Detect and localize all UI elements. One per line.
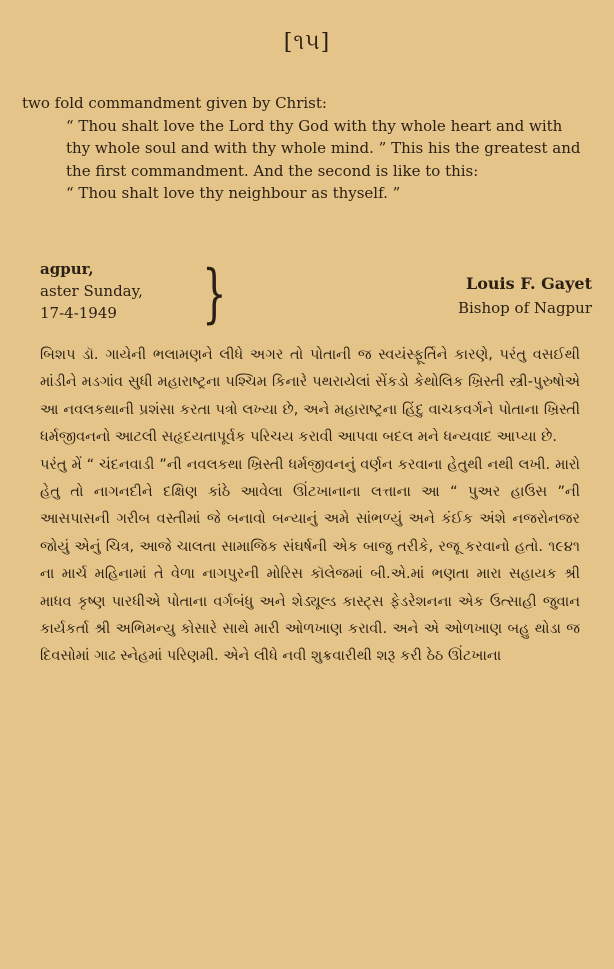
signature-place: agpur, <box>40 260 94 278</box>
gujarati-paragraph-2: પરંતુ મેં “ ચંદનવાડી ”ની નવલકથા ખ્રિસ્તી ધર્મજીવનનું વર્ણન કરવાના હેતુથી નથી લખી. મારો હેતુ તો નાગનદીને દક્ષિણ કાંઠે આવેલા ઊંટખાનાના લત્તાના આ “ પુઅર હાઉસ ”ની આસપાસની ગરીબ વસ્તીમાં જે બનાવો બન્યાનું અમે સાંભળ્યું અને કંઈક અંશે નજરોનજર જોયું એનું ચિત્ર, આજે ચાલતા સામાજિક સંઘર્ષની એક બાજુ તરીકે, રજૂ કરવાનો હતો. ૧૯૪૧ ના માર્ચ મહિનામાં તે વેળા નાગપુરની મોરિસ કૉલેજમાં બી.એ.માં ભણતા મારા સહાયક શ્રી માધવ કૃષ્ણ પારધીએ પોતાના વર્ગબંધુ અને શેડ્યૂલ્ડ કાસ્ટ્સ ફેડરેશનના એક ઉત્સાહી જુવાન કાર્યકર્તા શ્રી અભિમન્યુ કોસારે સાથે મારી ઓળખાણ કરાવી. અને એ ઓળખાણ બહુ થોડા જ દિવસોમાં ગાઢ સ્નેહમાં પરિણમી. એને લીધે નવી શુક્રવારીથી શરૂ કરી ઠેઠ ઊંટખાના <box>40 456 580 665</box>
signature-day: aster Sunday, <box>40 282 143 300</box>
gujarati-paragraph-1: બિશપ ડૉ. ગાયેની ભલામણને લીધે અગર તો પોતાની જ સ્વયંસ્ફૂર્તિને કારણે, પરંતુ વસઈથી માંડીને મડગાંવ સુધી મહારાષ્ટ્રના પશ્ચિમ કિનારે પથરાયેલાં સેંકડો કેથોલિક ખ્રિસ્તી સ્ત્રી-પુરુષોએ આ નવલકથાની પ્રશંસા કરતા પત્રો લખ્યા છે, અને મહારાષ્ટ્રના હિંદુ વાચકવર્ગને પોતાના ખ્રિસ્તી ધર્મજીવનનો આટલી સહૃદયતાપૂર્વક પરિચય કરાવી આપવા બદલ મને ધન્યવાદ આપ્યા છે. <box>40 347 580 446</box>
page-number: [૧૫] <box>283 30 331 55</box>
signer <box>458 272 592 320</box>
quote-1: “ Thou shalt love the Lord thy God with thy whole heart and with thy whole soul and with thy whole mind. ” This his the greatest and the first commandment. And the second is like to this: <box>66 116 581 180</box>
signature-place-date <box>40 258 143 324</box>
brace-icon: } <box>202 257 227 331</box>
quote-2: “ Thou shalt love thy neighbour as thyself. ” <box>66 184 401 202</box>
signature-date: 17-4-1949 <box>40 304 117 322</box>
gujarati-passage <box>40 342 580 671</box>
signature-block <box>22 258 592 338</box>
english-line-1: two fold commandment given by Christ: <box>22 94 327 112</box>
signer-name: Louis F. Gayet <box>466 274 592 293</box>
signer-title: Bishop of Nagpur <box>457 299 592 317</box>
english-passage <box>22 92 582 205</box>
